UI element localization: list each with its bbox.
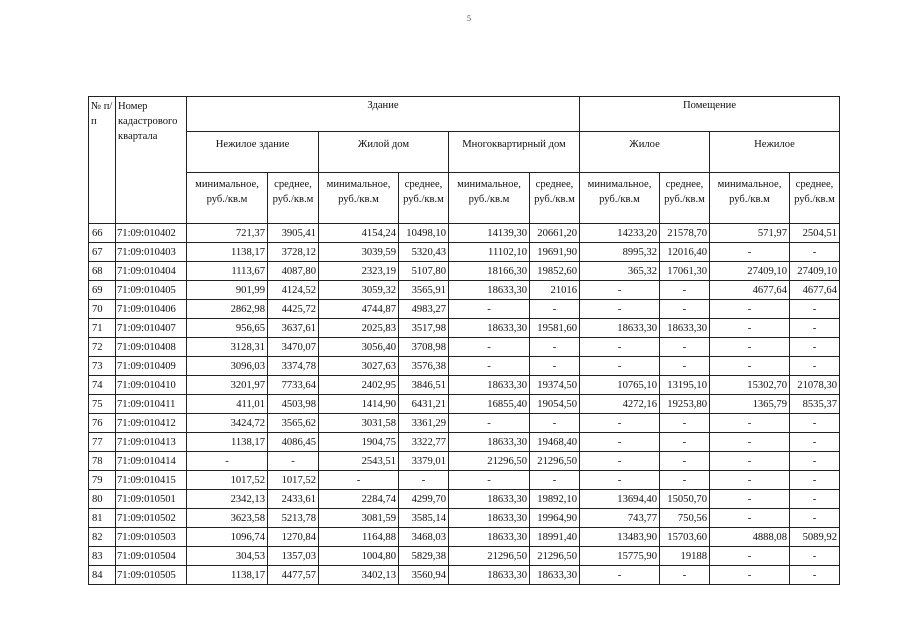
- price-cell: 304,53: [187, 547, 268, 566]
- price-cell: 3637,61: [268, 319, 319, 338]
- price-cell: 3056,40: [319, 338, 399, 357]
- price-cell: -: [790, 452, 840, 471]
- price-cell: 3059,32: [319, 281, 399, 300]
- row-number: 76: [89, 414, 116, 433]
- header-nonresidential: Нежилое: [710, 132, 840, 173]
- price-cell: 5320,43: [399, 243, 449, 262]
- price-cell: 21016: [530, 281, 580, 300]
- price-cell: 3031,58: [319, 414, 399, 433]
- table-row: [89, 528, 840, 547]
- row-number: 75: [89, 395, 116, 414]
- price-cell: 21578,70: [660, 224, 710, 243]
- price-cell: 19892,10: [530, 490, 580, 509]
- price-cell: 365,32: [580, 262, 660, 281]
- price-cell: 2433,61: [268, 490, 319, 509]
- table-row: [89, 395, 840, 414]
- table-row: [89, 262, 840, 281]
- price-cell: -: [710, 414, 790, 433]
- price-cell: -: [660, 300, 710, 319]
- price-cell: 18633,30: [449, 509, 530, 528]
- row-number: 84: [89, 566, 116, 585]
- price-cell: -: [660, 357, 710, 376]
- price-cell: 10498,10: [399, 224, 449, 243]
- price-cell: 8995,32: [580, 243, 660, 262]
- price-cell: -: [790, 471, 840, 490]
- price-cell: -: [710, 566, 790, 585]
- price-cell: -: [319, 471, 399, 490]
- price-cell: -: [710, 490, 790, 509]
- price-cell: 2862,98: [187, 300, 268, 319]
- price-cell: 4503,98: [268, 395, 319, 414]
- price-cell: 21296,50: [530, 547, 580, 566]
- price-cell: -: [449, 300, 530, 319]
- table-row: [89, 452, 840, 471]
- table-row: [89, 414, 840, 433]
- price-cell: 19964,90: [530, 509, 580, 528]
- price-cell: 20661,20: [530, 224, 580, 243]
- table-row: [89, 490, 840, 509]
- price-cell: 13483,90: [580, 528, 660, 547]
- row-number: 81: [89, 509, 116, 528]
- row-number: 71: [89, 319, 116, 338]
- price-cell: -: [710, 319, 790, 338]
- price-cell: -: [530, 338, 580, 357]
- price-cell: 721,37: [187, 224, 268, 243]
- row-number: 82: [89, 528, 116, 547]
- row-number: 70: [89, 300, 116, 319]
- price-cell: 19188: [660, 547, 710, 566]
- cadastral-block-number: 71:09:010504: [116, 547, 187, 566]
- price-cell: 15050,70: [660, 490, 710, 509]
- cadastral-block-number: 71:09:010409: [116, 357, 187, 376]
- price-cell: 901,99: [187, 281, 268, 300]
- header-avg: среднее, руб./кв.м: [660, 173, 710, 224]
- price-cell: 18633,30: [449, 433, 530, 452]
- price-cell: -: [790, 300, 840, 319]
- price-cell: 12016,40: [660, 243, 710, 262]
- price-cell: -: [790, 490, 840, 509]
- price-cell: 3576,38: [399, 357, 449, 376]
- cadastral-block-number: 71:09:010413: [116, 433, 187, 452]
- header-avg: среднее, руб./кв.м: [790, 173, 840, 224]
- header-cadastral-block: Номер кадастрового квартала: [116, 97, 187, 224]
- price-cell: -: [790, 433, 840, 452]
- row-number: 72: [89, 338, 116, 357]
- price-cell: -: [710, 433, 790, 452]
- cadastral-block-number: 71:09:010414: [116, 452, 187, 471]
- price-cell: -: [580, 471, 660, 490]
- cadastral-block-number: 71:09:010402: [116, 224, 187, 243]
- row-number: 80: [89, 490, 116, 509]
- price-cell: -: [580, 433, 660, 452]
- price-cell: 3361,29: [399, 414, 449, 433]
- price-cell: 21296,50: [449, 452, 530, 471]
- table-body: [89, 224, 840, 585]
- table-row: [89, 433, 840, 452]
- price-cell: 18633,30: [530, 566, 580, 585]
- price-cell: -: [187, 452, 268, 471]
- row-number: 83: [89, 547, 116, 566]
- cadastral-block-number: 71:09:010503: [116, 528, 187, 547]
- price-cell: -: [580, 300, 660, 319]
- table-row: [89, 281, 840, 300]
- row-number: 67: [89, 243, 116, 262]
- price-cell: 19468,40: [530, 433, 580, 452]
- price-cell: 1904,75: [319, 433, 399, 452]
- header-residential: Жилое: [580, 132, 710, 173]
- table-row: [89, 471, 840, 490]
- price-cell: 2504,51: [790, 224, 840, 243]
- price-cell: 8535,37: [790, 395, 840, 414]
- price-cell: 19691,90: [530, 243, 580, 262]
- price-cell: -: [710, 547, 790, 566]
- table-row: [89, 243, 840, 262]
- table-row: [89, 547, 840, 566]
- price-cell: 18166,30: [449, 262, 530, 281]
- price-cell: 19852,60: [530, 262, 580, 281]
- price-cell: -: [710, 452, 790, 471]
- price-cell: 3468,03: [399, 528, 449, 547]
- price-cell: 18633,30: [449, 566, 530, 585]
- price-cell: 18633,30: [449, 528, 530, 547]
- price-cell: 4154,24: [319, 224, 399, 243]
- header-avg: среднее, руб./кв.м: [268, 173, 319, 224]
- price-cell: 18633,30: [660, 319, 710, 338]
- price-cell: 19253,80: [660, 395, 710, 414]
- price-cell: 5089,92: [790, 528, 840, 547]
- price-cell: 2342,13: [187, 490, 268, 509]
- price-cell: 4087,80: [268, 262, 319, 281]
- price-cell: -: [580, 338, 660, 357]
- header-nonresidential-building: Нежилое здание: [187, 132, 319, 173]
- price-cell: -: [660, 338, 710, 357]
- header-number: № п/п: [89, 97, 116, 224]
- price-cell: -: [399, 471, 449, 490]
- price-cell: 13195,10: [660, 376, 710, 395]
- price-cell: 956,65: [187, 319, 268, 338]
- price-cell: -: [710, 243, 790, 262]
- price-cell: -: [710, 300, 790, 319]
- row-number: 79: [89, 471, 116, 490]
- price-cell: 3708,98: [399, 338, 449, 357]
- price-cell: 14139,30: [449, 224, 530, 243]
- header-min: минимальное, руб./кв.м: [580, 173, 660, 224]
- price-cell: -: [530, 471, 580, 490]
- price-cell: -: [580, 452, 660, 471]
- price-cell: -: [660, 566, 710, 585]
- price-cell: 3379,01: [399, 452, 449, 471]
- price-cell: 18633,30: [449, 281, 530, 300]
- price-cell: 4124,52: [268, 281, 319, 300]
- price-cell: -: [580, 566, 660, 585]
- price-cell: 15302,70: [710, 376, 790, 395]
- price-cell: -: [449, 471, 530, 490]
- price-cell: 3728,12: [268, 243, 319, 262]
- cadastral-block-number: 71:09:010411: [116, 395, 187, 414]
- cadastral-block-number: 71:09:010415: [116, 471, 187, 490]
- price-cell: 411,01: [187, 395, 268, 414]
- cadastral-price-table: [88, 96, 840, 585]
- price-cell: 4477,57: [268, 566, 319, 585]
- price-cell: -: [710, 357, 790, 376]
- table-row: [89, 224, 840, 243]
- price-cell: -: [660, 433, 710, 452]
- price-cell: -: [268, 452, 319, 471]
- price-cell: 2402,95: [319, 376, 399, 395]
- table-header: [89, 97, 840, 224]
- table-row: [89, 357, 840, 376]
- row-number: 78: [89, 452, 116, 471]
- price-cell: 3905,41: [268, 224, 319, 243]
- price-cell: -: [790, 319, 840, 338]
- price-cell: 19054,50: [530, 395, 580, 414]
- cadastral-block-number: 71:09:010405: [116, 281, 187, 300]
- price-cell: 1004,80: [319, 547, 399, 566]
- header-apartment-building: Многоквартирный дом: [449, 132, 580, 173]
- table-row: [89, 509, 840, 528]
- price-cell: 4677,64: [790, 281, 840, 300]
- price-cell: 3470,07: [268, 338, 319, 357]
- price-cell: 19374,50: [530, 376, 580, 395]
- price-cell: 3322,77: [399, 433, 449, 452]
- cadastral-block-number: 71:09:010404: [116, 262, 187, 281]
- price-cell: 3096,03: [187, 357, 268, 376]
- price-cell: -: [660, 414, 710, 433]
- price-cell: 1270,84: [268, 528, 319, 547]
- price-cell: 4983,27: [399, 300, 449, 319]
- cadastral-block-number: 71:09:010408: [116, 338, 187, 357]
- price-cell: 3585,14: [399, 509, 449, 528]
- price-cell: 3565,62: [268, 414, 319, 433]
- price-cell: 15775,90: [580, 547, 660, 566]
- row-number: 66: [89, 224, 116, 243]
- table-row: [89, 376, 840, 395]
- price-cell: 4272,16: [580, 395, 660, 414]
- price-cell: -: [660, 471, 710, 490]
- price-cell: 4677,64: [710, 281, 790, 300]
- price-cell: 571,97: [710, 224, 790, 243]
- price-cell: 4744,87: [319, 300, 399, 319]
- price-cell: 27409,10: [710, 262, 790, 281]
- price-cell: -: [449, 338, 530, 357]
- price-cell: 21296,50: [530, 452, 580, 471]
- price-cell: 3201,97: [187, 376, 268, 395]
- row-number: 77: [89, 433, 116, 452]
- price-cell: 6431,21: [399, 395, 449, 414]
- header-min: минимальное, руб./кв.м: [187, 173, 268, 224]
- price-cell: 3565,91: [399, 281, 449, 300]
- cadastral-block-number: 71:09:010501: [116, 490, 187, 509]
- price-cell: 3846,51: [399, 376, 449, 395]
- price-cell: 3027,63: [319, 357, 399, 376]
- price-cell: 4299,70: [399, 490, 449, 509]
- price-cell: 2025,83: [319, 319, 399, 338]
- price-cell: 2543,51: [319, 452, 399, 471]
- price-cell: 1164,88: [319, 528, 399, 547]
- cadastral-block-number: 71:09:010412: [116, 414, 187, 433]
- price-cell: 2284,74: [319, 490, 399, 509]
- price-cell: 13694,40: [580, 490, 660, 509]
- price-cell: 1017,52: [268, 471, 319, 490]
- price-cell: -: [580, 414, 660, 433]
- price-cell: 21078,30: [790, 376, 840, 395]
- header-min: минимальное, руб./кв.м: [710, 173, 790, 224]
- price-cell: -: [710, 509, 790, 528]
- price-cell: 21296,50: [449, 547, 530, 566]
- price-cell: 3623,58: [187, 509, 268, 528]
- price-cell: -: [530, 414, 580, 433]
- price-cell: -: [660, 452, 710, 471]
- price-cell: 3039,59: [319, 243, 399, 262]
- header-min: минимальное, руб./кв.м: [449, 173, 530, 224]
- price-cell: 19581,60: [530, 319, 580, 338]
- cadastral-block-number: 71:09:010407: [116, 319, 187, 338]
- price-cell: 5829,38: [399, 547, 449, 566]
- price-cell: 1138,17: [187, 243, 268, 262]
- price-cell: 1357,03: [268, 547, 319, 566]
- price-cell: -: [790, 338, 840, 357]
- price-cell: 27409,10: [790, 262, 840, 281]
- price-cell: 1096,74: [187, 528, 268, 547]
- price-cell: -: [710, 471, 790, 490]
- row-number: 73: [89, 357, 116, 376]
- price-cell: -: [580, 357, 660, 376]
- price-cell: -: [530, 300, 580, 319]
- price-cell: 3374,78: [268, 357, 319, 376]
- price-cell: 4888,08: [710, 528, 790, 547]
- price-cell: 3560,94: [399, 566, 449, 585]
- cadastral-block-number: 71:09:010502: [116, 509, 187, 528]
- price-cell: -: [449, 357, 530, 376]
- price-cell: 5213,78: [268, 509, 319, 528]
- price-cell: 4425,72: [268, 300, 319, 319]
- price-cell: -: [790, 243, 840, 262]
- table-row: [89, 300, 840, 319]
- price-cell: 3081,59: [319, 509, 399, 528]
- cadastral-block-number: 71:09:010406: [116, 300, 187, 319]
- price-cell: 17061,30: [660, 262, 710, 281]
- price-cell: 3424,72: [187, 414, 268, 433]
- row-number: 74: [89, 376, 116, 395]
- price-cell: 18991,40: [530, 528, 580, 547]
- header-premises: Помещение: [580, 97, 840, 132]
- cadastral-block-number: 71:09:010403: [116, 243, 187, 262]
- header-avg: среднее, руб./кв.м: [399, 173, 449, 224]
- table-row: [89, 338, 840, 357]
- price-cell: 743,77: [580, 509, 660, 528]
- price-cell: -: [449, 414, 530, 433]
- price-cell: 3128,31: [187, 338, 268, 357]
- price-cell: 11102,10: [449, 243, 530, 262]
- price-cell: 15703,60: [660, 528, 710, 547]
- price-cell: 18633,30: [449, 319, 530, 338]
- cadastral-block-number: 71:09:010410: [116, 376, 187, 395]
- price-cell: 2323,19: [319, 262, 399, 281]
- price-cell: -: [790, 357, 840, 376]
- cadastral-block-number: 71:09:010505: [116, 566, 187, 585]
- price-cell: -: [790, 547, 840, 566]
- price-cell: -: [790, 414, 840, 433]
- header-house: Жилой дом: [319, 132, 449, 173]
- price-cell: 18633,30: [580, 319, 660, 338]
- price-cell: 10765,10: [580, 376, 660, 395]
- page-number: 5: [467, 14, 471, 23]
- row-number: 69: [89, 281, 116, 300]
- price-cell: 5107,80: [399, 262, 449, 281]
- header-building: Здание: [187, 97, 580, 132]
- price-cell: 14233,20: [580, 224, 660, 243]
- price-cell: 7733,64: [268, 376, 319, 395]
- price-cell: 750,56: [660, 509, 710, 528]
- price-cell: -: [790, 509, 840, 528]
- price-cell: -: [580, 281, 660, 300]
- price-cell: 1365,79: [710, 395, 790, 414]
- price-cell: -: [790, 566, 840, 585]
- price-cell: 1017,52: [187, 471, 268, 490]
- price-cell: 1138,17: [187, 566, 268, 585]
- header-avg: среднее, руб./кв.м: [530, 173, 580, 224]
- row-number: 68: [89, 262, 116, 281]
- price-cell: 1138,17: [187, 433, 268, 452]
- price-cell: -: [710, 338, 790, 357]
- price-cell: 1414,90: [319, 395, 399, 414]
- table-row: [89, 319, 840, 338]
- price-cell: 18633,30: [449, 490, 530, 509]
- price-cell: 16855,40: [449, 395, 530, 414]
- table-row: [89, 566, 840, 585]
- price-cell: 4086,45: [268, 433, 319, 452]
- price-cell: -: [660, 281, 710, 300]
- price-cell: 3517,98: [399, 319, 449, 338]
- header-min: минимальное, руб./кв.м: [319, 173, 399, 224]
- price-cell: 1113,67: [187, 262, 268, 281]
- price-cell: 3402,13: [319, 566, 399, 585]
- price-cell: 18633,30: [449, 376, 530, 395]
- price-cell: -: [530, 357, 580, 376]
